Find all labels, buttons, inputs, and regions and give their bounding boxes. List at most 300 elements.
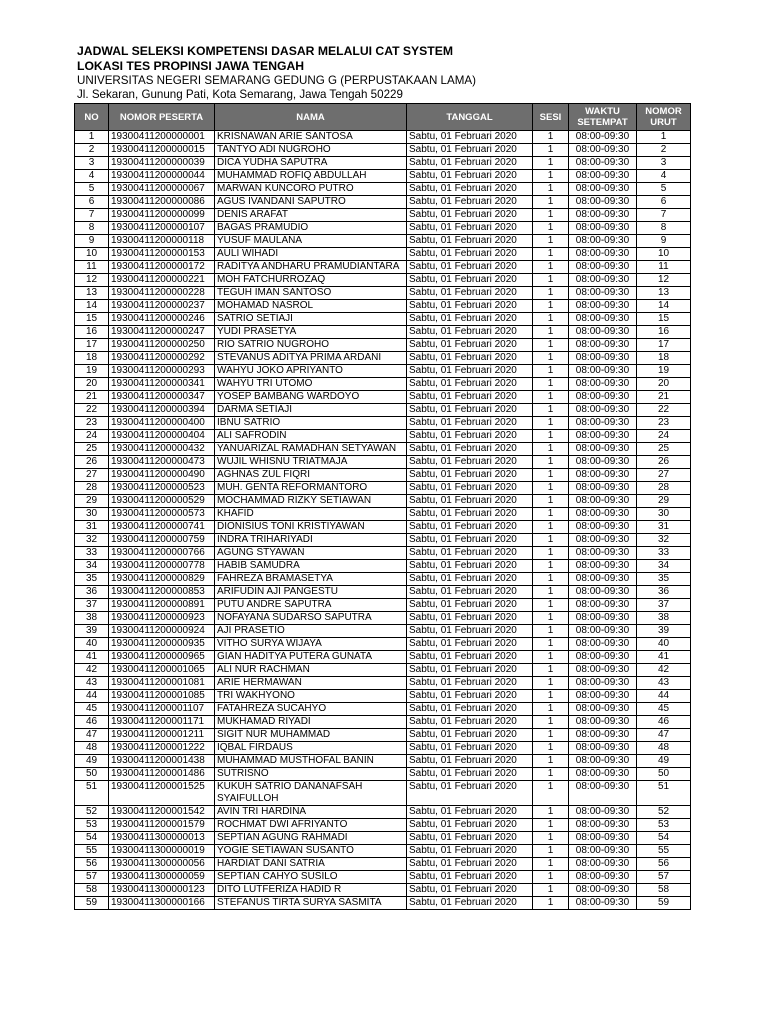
cell-sesi: 1 [533,625,569,638]
cell-nomor-peserta: 19300411200001085 [109,690,215,703]
cell-tanggal: Sabtu, 01 Februari 2020 [407,495,533,508]
cell-tanggal: Sabtu, 01 Februari 2020 [407,625,533,638]
cell-sesi: 1 [533,573,569,586]
table-row [75,274,691,287]
cell-no: 15 [75,313,109,326]
cell-nama: NOFAYANA SUDARSO SAPUTRA [215,612,407,625]
cell-no: 50 [75,768,109,781]
cell-nomor-urut: 58 [637,884,691,897]
cell-sesi: 1 [533,858,569,871]
cell-waktu: 08:00-09:30 [569,573,637,586]
cell-no: 26 [75,456,109,469]
cell-waktu: 08:00-09:30 [569,884,637,897]
cell-sesi: 1 [533,729,569,742]
cell-nomor-peserta: 19300411200000965 [109,651,215,664]
cell-nama: PUTU ANDRE SAPUTRA [215,599,407,612]
cell-nomor-urut: 33 [637,547,691,560]
table-row [75,638,691,651]
cell-waktu: 08:00-09:30 [569,274,637,287]
table-row [75,287,691,300]
cell-nama: KUKUH SATRIO DANANAFSAH SYAIFULLOH [215,781,407,806]
cell-no: 25 [75,443,109,456]
cell-tanggal: Sabtu, 01 Februari 2020 [407,196,533,209]
cell-sesi: 1 [533,300,569,313]
page-subtitle: LOKASI TES PROPINSI JAWA TENGAH [77,59,305,73]
table-row [75,690,691,703]
cell-nama: MOCHAMMAD RIZKY SETIAWAN [215,495,407,508]
column-header-waktu-setempat: WAKTU SETEMPAT [569,104,637,131]
cell-tanggal: Sabtu, 01 Februari 2020 [407,547,533,560]
cell-sesi: 1 [533,716,569,729]
cell-nomor-peserta: 19300411200000924 [109,625,215,638]
cell-nama: HARDIAT DANI SATRIA [215,858,407,871]
cell-sesi: 1 [533,274,569,287]
cell-tanggal: Sabtu, 01 Februari 2020 [407,248,533,261]
column-header-nomor-urut: NOMOR URUT [637,104,691,131]
table-row [75,521,691,534]
cell-tanggal: Sabtu, 01 Februari 2020 [407,586,533,599]
cell-waktu: 08:00-09:30 [569,638,637,651]
cell-sesi: 1 [533,664,569,677]
cell-sesi: 1 [533,365,569,378]
cell-tanggal: Sabtu, 01 Februari 2020 [407,469,533,482]
cell-nomor-urut: 25 [637,443,691,456]
cell-nomor-urut: 35 [637,573,691,586]
cell-sesi: 1 [533,339,569,352]
cell-waktu: 08:00-09:30 [569,651,637,664]
cell-no: 31 [75,521,109,534]
table-row [75,326,691,339]
cell-waktu: 08:00-09:30 [569,157,637,170]
cell-sesi: 1 [533,768,569,781]
cell-nomor-urut: 28 [637,482,691,495]
cell-nomor-urut: 14 [637,300,691,313]
cell-nomor-peserta: 19300411200000172 [109,261,215,274]
cell-no: 19 [75,365,109,378]
cell-sesi: 1 [533,845,569,858]
cell-tanggal: Sabtu, 01 Februari 2020 [407,819,533,832]
cell-tanggal: Sabtu, 01 Februari 2020 [407,612,533,625]
cell-tanggal: Sabtu, 01 Februari 2020 [407,287,533,300]
cell-nomor-urut: 8 [637,222,691,235]
cell-no: 24 [75,430,109,443]
cell-tanggal: Sabtu, 01 Februari 2020 [407,508,533,521]
cell-nomor-urut: 55 [637,845,691,858]
cell-no: 40 [75,638,109,651]
table-row [75,547,691,560]
cell-nomor-peserta: 19300411200000118 [109,235,215,248]
cell-no: 21 [75,391,109,404]
cell-nama: WUJIL WHISNU TRIATMAJA [215,456,407,469]
cell-sesi: 1 [533,456,569,469]
cell-sesi: 1 [533,482,569,495]
cell-waktu: 08:00-09:30 [569,313,637,326]
table-body [75,131,691,910]
cell-tanggal: Sabtu, 01 Februari 2020 [407,871,533,884]
cell-waktu: 08:00-09:30 [569,248,637,261]
cell-nama: MUKHAMAD RIYADI [215,716,407,729]
cell-waktu: 08:00-09:30 [569,144,637,157]
cell-waktu: 08:00-09:30 [569,495,637,508]
cell-sesi: 1 [533,326,569,339]
cell-nomor-urut: 6 [637,196,691,209]
table-row [75,781,691,806]
cell-waktu: 08:00-09:30 [569,716,637,729]
cell-nomor-urut: 37 [637,599,691,612]
cell-nama: YANUARIZAL RAMADHAN SETYAWAN [215,443,407,456]
cell-nomor-peserta: 19300411200000766 [109,547,215,560]
cell-nomor-urut: 52 [637,806,691,819]
cell-nomor-peserta: 19300411200000404 [109,430,215,443]
cell-tanggal: Sabtu, 01 Februari 2020 [407,884,533,897]
table-row [75,806,691,819]
cell-nama: TEGUH IMAN SANTOSO [215,287,407,300]
cell-nomor-peserta: 19300411200000001 [109,131,215,144]
cell-no: 44 [75,690,109,703]
cell-tanggal: Sabtu, 01 Februari 2020 [407,456,533,469]
cell-no: 12 [75,274,109,287]
cell-sesi: 1 [533,703,569,716]
cell-nama: IQBAL FIRDAUS [215,742,407,755]
cell-sesi: 1 [533,897,569,910]
cell-nomor-urut: 38 [637,612,691,625]
cell-waktu: 08:00-09:30 [569,508,637,521]
table-row [75,482,691,495]
cell-waktu: 08:00-09:30 [569,326,637,339]
cell-sesi: 1 [533,352,569,365]
cell-no: 37 [75,599,109,612]
cell-nama: SATRIO SETIAJI [215,313,407,326]
cell-sesi: 1 [533,819,569,832]
cell-nomor-urut: 13 [637,287,691,300]
cell-nama: DIONISIUS TONI KRISTIYAWAN [215,521,407,534]
page-title: JADWAL SELEKSI KOMPETENSI DASAR MELALUI CAT SYSTEM [77,44,454,58]
cell-waktu: 08:00-09:30 [569,235,637,248]
cell-tanggal: Sabtu, 01 Februari 2020 [407,832,533,845]
cell-no: 58 [75,884,109,897]
table-row [75,495,691,508]
cell-sesi: 1 [533,832,569,845]
cell-waktu: 08:00-09:30 [569,819,637,832]
column-header-sesi: SESI [533,104,569,131]
table-row [75,716,691,729]
cell-sesi: 1 [533,183,569,196]
cell-no: 17 [75,339,109,352]
cell-sesi: 1 [533,586,569,599]
cell-nomor-peserta: 19300411200000394 [109,404,215,417]
cell-nomor-peserta: 19300411200000250 [109,339,215,352]
table-row [75,352,691,365]
cell-nomor-peserta: 19300411200001579 [109,819,215,832]
cell-nomor-urut: 4 [637,170,691,183]
cell-tanggal: Sabtu, 01 Februari 2020 [407,339,533,352]
cell-tanggal: Sabtu, 01 Februari 2020 [407,703,533,716]
cell-no: 34 [75,560,109,573]
cell-nomor-peserta: 19300411300000019 [109,845,215,858]
table-row [75,768,691,781]
cell-nomor-peserta: 19300411200000237 [109,300,215,313]
cell-tanggal: Sabtu, 01 Februari 2020 [407,352,533,365]
cell-nama: MUHAMMAD MUSTHOFAL BANIN [215,755,407,768]
cell-nomor-peserta: 19300411200000086 [109,196,215,209]
cell-nomor-urut: 27 [637,469,691,482]
cell-no: 23 [75,417,109,430]
cell-no: 51 [75,781,109,806]
cell-nama: TRI WAKHYONO [215,690,407,703]
cell-no: 33 [75,547,109,560]
cell-tanggal: Sabtu, 01 Februari 2020 [407,274,533,287]
cell-nama: ROCHMAT DWI AFRIYANTO [215,819,407,832]
cell-nomor-urut: 34 [637,560,691,573]
table-row [75,832,691,845]
cell-nomor-urut: 53 [637,819,691,832]
cell-nomor-peserta: 19300411200000529 [109,495,215,508]
column-header-nomor-peserta: NOMOR PESERTA [109,104,215,131]
cell-tanggal: Sabtu, 01 Februari 2020 [407,157,533,170]
cell-nama: RIO SATRIO NUGROHO [215,339,407,352]
cell-nomor-urut: 41 [637,651,691,664]
cell-no: 57 [75,871,109,884]
cell-nomor-urut: 44 [637,690,691,703]
cell-nomor-peserta: 19300411200000759 [109,534,215,547]
cell-nama: VITHO SURYA WIJAYA [215,638,407,651]
cell-tanggal: Sabtu, 01 Februari 2020 [407,573,533,586]
cell-nama: SIGIT NUR MUHAMMAD [215,729,407,742]
cell-nama: AVIN TRI HARDINA [215,806,407,819]
cell-nomor-urut: 16 [637,326,691,339]
cell-nomor-peserta: 19300411300000166 [109,897,215,910]
cell-nomor-peserta: 19300411200000829 [109,573,215,586]
cell-nomor-urut: 20 [637,378,691,391]
cell-waktu: 08:00-09:30 [569,352,637,365]
cell-no: 54 [75,832,109,845]
cell-waktu: 08:00-09:30 [569,521,637,534]
table-row [75,884,691,897]
cell-nama: ALI SAFRODIN [215,430,407,443]
cell-nomor-urut: 5 [637,183,691,196]
cell-no: 14 [75,300,109,313]
cell-sesi: 1 [533,313,569,326]
cell-nomor-urut: 50 [637,768,691,781]
cell-tanggal: Sabtu, 01 Februari 2020 [407,183,533,196]
cell-nomor-urut: 17 [637,339,691,352]
cell-sesi: 1 [533,443,569,456]
table-row [75,625,691,638]
cell-waktu: 08:00-09:30 [569,547,637,560]
cell-sesi: 1 [533,521,569,534]
cell-waktu: 08:00-09:30 [569,742,637,755]
cell-waktu: 08:00-09:30 [569,131,637,144]
cell-nomor-peserta: 19300411200000044 [109,170,215,183]
cell-sesi: 1 [533,170,569,183]
cell-nama: INDRA TRIHARIYADI [215,534,407,547]
cell-no: 7 [75,209,109,222]
cell-nomor-peserta: 19300411200000153 [109,248,215,261]
cell-nomor-urut: 40 [637,638,691,651]
cell-tanggal: Sabtu, 01 Februari 2020 [407,560,533,573]
cell-sesi: 1 [533,560,569,573]
cell-nama: AGHNAS ZUL FIQRI [215,469,407,482]
cell-sesi: 1 [533,547,569,560]
cell-nomor-urut: 56 [637,858,691,871]
cell-tanggal: Sabtu, 01 Februari 2020 [407,170,533,183]
cell-no: 45 [75,703,109,716]
cell-nomor-urut: 24 [637,430,691,443]
table-row [75,664,691,677]
cell-no: 3 [75,157,109,170]
column-header-nama: NAMA [215,104,407,131]
cell-nomor-urut: 57 [637,871,691,884]
table-row [75,261,691,274]
cell-waktu: 08:00-09:30 [569,612,637,625]
cell-sesi: 1 [533,235,569,248]
cell-waktu: 08:00-09:30 [569,703,637,716]
cell-sesi: 1 [533,248,569,261]
table-row [75,443,691,456]
cell-sesi: 1 [533,742,569,755]
cell-waktu: 08:00-09:30 [569,677,637,690]
location-name: UNIVERSITAS NEGERI SEMARANG GEDUNG G (PERPUSTAKAAN LAMA) [77,74,476,87]
cell-nomor-urut: 32 [637,534,691,547]
cell-no: 11 [75,261,109,274]
cell-nomor-peserta: 19300411200000523 [109,482,215,495]
cell-sesi: 1 [533,651,569,664]
cell-nama: YUSUF MAULANA [215,235,407,248]
cell-no: 10 [75,248,109,261]
cell-nomor-urut: 54 [637,832,691,845]
cell-waktu: 08:00-09:30 [569,560,637,573]
cell-nomor-urut: 3 [637,157,691,170]
cell-nomor-peserta: 19300411200000473 [109,456,215,469]
table-row [75,131,691,144]
document-header [77,44,697,102]
cell-nama: MARWAN KUNCORO PUTRO [215,183,407,196]
cell-sesi: 1 [533,157,569,170]
cell-sesi: 1 [533,599,569,612]
cell-nomor-urut: 49 [637,755,691,768]
cell-nomor-urut: 46 [637,716,691,729]
cell-nama: FATAHREZA SUCAHYO [215,703,407,716]
cell-sesi: 1 [533,209,569,222]
table-row [75,235,691,248]
table-row [75,819,691,832]
cell-nama: BAGAS PRAMUDIO [215,222,407,235]
cell-no: 59 [75,897,109,910]
cell-tanggal: Sabtu, 01 Februari 2020 [407,482,533,495]
cell-sesi: 1 [533,690,569,703]
cell-sesi: 1 [533,495,569,508]
cell-no: 8 [75,222,109,235]
cell-tanggal: Sabtu, 01 Februari 2020 [407,781,533,806]
table-row [75,586,691,599]
cell-nama: DARMA SETIAJI [215,404,407,417]
cell-nomor-peserta: 19300411200000891 [109,599,215,612]
cell-sesi: 1 [533,755,569,768]
cell-nama: WAHYU TRI UTOMO [215,378,407,391]
cell-waktu: 08:00-09:30 [569,456,637,469]
cell-nomor-peserta: 19300411200001171 [109,716,215,729]
cell-waktu: 08:00-09:30 [569,625,637,638]
cell-nama: RADITYA ANDHARU PRAMUDIANTARA [215,261,407,274]
table-row [75,196,691,209]
cell-tanggal: Sabtu, 01 Februari 2020 [407,742,533,755]
cell-sesi: 1 [533,222,569,235]
cell-nama: DICA YUDHA SAPUTRA [215,157,407,170]
cell-nomor-urut: 45 [637,703,691,716]
cell-tanggal: Sabtu, 01 Februari 2020 [407,534,533,547]
cell-tanggal: Sabtu, 01 Februari 2020 [407,858,533,871]
cell-nomor-peserta: 19300411200000099 [109,209,215,222]
cell-nama: IBNU SATRIO [215,417,407,430]
table-row [75,456,691,469]
cell-waktu: 08:00-09:30 [569,469,637,482]
cell-no: 52 [75,806,109,819]
cell-waktu: 08:00-09:30 [569,365,637,378]
cell-nama: SUTRISNO [215,768,407,781]
cell-nomor-urut: 59 [637,897,691,910]
cell-waktu: 08:00-09:30 [569,443,637,456]
cell-waktu: 08:00-09:30 [569,599,637,612]
table-row [75,612,691,625]
cell-sesi: 1 [533,781,569,806]
cell-nama: AULI WIHADI [215,248,407,261]
cell-sesi: 1 [533,884,569,897]
table-row [75,534,691,547]
cell-waktu: 08:00-09:30 [569,897,637,910]
cell-waktu: 08:00-09:30 [569,196,637,209]
cell-sesi: 1 [533,261,569,274]
cell-no: 22 [75,404,109,417]
cell-waktu: 08:00-09:30 [569,417,637,430]
table-row [75,469,691,482]
cell-waktu: 08:00-09:30 [569,339,637,352]
cell-tanggal: Sabtu, 01 Februari 2020 [407,326,533,339]
cell-sesi: 1 [533,534,569,547]
cell-nomor-urut: 39 [637,625,691,638]
cell-nomor-urut: 36 [637,586,691,599]
cell-nama: YUDI PRASETYA [215,326,407,339]
cell-sesi: 1 [533,196,569,209]
table-row [75,313,691,326]
cell-no: 56 [75,858,109,871]
cell-nomor-peserta: 19300411300000013 [109,832,215,845]
cell-no: 16 [75,326,109,339]
cell-nomor-peserta: 19300411200000228 [109,287,215,300]
cell-no: 55 [75,845,109,858]
cell-tanggal: Sabtu, 01 Februari 2020 [407,430,533,443]
table-row [75,391,691,404]
cell-sesi: 1 [533,131,569,144]
table-row [75,508,691,521]
cell-nomor-peserta: 19300411200000741 [109,521,215,534]
cell-no: 29 [75,495,109,508]
cell-nama: MUH. GENTA REFORMANTORO [215,482,407,495]
cell-waktu: 08:00-09:30 [569,261,637,274]
cell-nomor-urut: 47 [637,729,691,742]
cell-nomor-peserta: 19300411200000039 [109,157,215,170]
cell-tanggal: Sabtu, 01 Februari 2020 [407,365,533,378]
cell-nama: STEVANUS ADITYA PRIMA ARDANI [215,352,407,365]
table-row [75,300,691,313]
cell-nama: DENIS ARAFAT [215,209,407,222]
cell-nama: KRISNAWAN ARIE SANTOSA [215,131,407,144]
cell-waktu: 08:00-09:30 [569,300,637,313]
cell-nomor-peserta: 19300411200001486 [109,768,215,781]
cell-nomor-urut: 18 [637,352,691,365]
cell-nomor-peserta: 19300411300000059 [109,871,215,884]
cell-tanggal: Sabtu, 01 Februari 2020 [407,664,533,677]
cell-tanggal: Sabtu, 01 Februari 2020 [407,729,533,742]
